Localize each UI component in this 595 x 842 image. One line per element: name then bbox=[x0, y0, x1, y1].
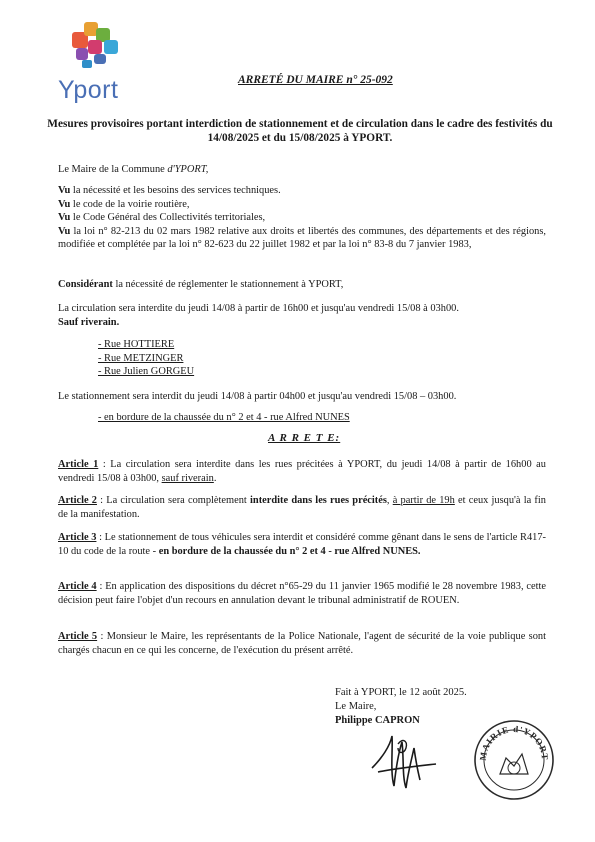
vu-keyword: Vu bbox=[58, 198, 71, 210]
vu-keyword: Vu bbox=[58, 225, 71, 237]
article-label: Article 2 bbox=[58, 495, 97, 506]
article-label: Article 4 bbox=[58, 581, 97, 592]
article-underline: à partir de 19h bbox=[392, 495, 455, 506]
article-end: . bbox=[213, 472, 217, 484]
street-list bbox=[98, 338, 194, 379]
article-1 bbox=[58, 458, 546, 485]
vu-keyword: Vu bbox=[58, 212, 71, 224]
signature-role: Le Maire, bbox=[335, 701, 377, 712]
decree-subtitle: Mesures provisoires portant interdiction de stationnement et de circulation dans le cadre des festivités du 14/08/2025 et du 15/08/2025 à YPORT. bbox=[47, 118, 553, 144]
article-bold: en bordure de la chaussée du n° 2 et 4 - rue Alfred NUNES. bbox=[158, 545, 421, 557]
vu-list bbox=[58, 184, 546, 252]
considerant-line bbox=[58, 278, 343, 292]
signature-place-date: Fait à YPORT, le 12 août 2025. bbox=[335, 687, 467, 698]
article-bold: interdite dans les rues précités bbox=[250, 495, 387, 506]
circulation-text: La circulation sera interdite du jeudi 14/08 à partir de 16h00 et jusqu'au vendredi 15/08 à 03h00. bbox=[58, 303, 459, 314]
intro-commune: d'YPORT, bbox=[167, 164, 209, 175]
stationnement-location: - en bordure de la chaussée du n° 2 et 4 - rue Alfred NUNES bbox=[98, 412, 350, 423]
mairie-stamp bbox=[472, 718, 556, 802]
article-text: et ceux jusqu'à la fin de la manifestation. bbox=[58, 495, 546, 520]
handwritten-signature bbox=[368, 728, 440, 790]
decree-title: ARRETÉ DU MAIRE n° 25-092 bbox=[238, 74, 393, 86]
vu-text: la nécessité et les besoins des services techniques. bbox=[70, 185, 281, 196]
vu-item bbox=[58, 211, 546, 225]
article-text: : En application des dispositions du décret n°65-29 du 11 janvier 1965 modifié le 28 novembre 1983, cette décision peut faire l'objet d'un recours en annulation devant le tribunal administratif de ROUEN. bbox=[58, 581, 546, 606]
street-item: - Rue METZINGER bbox=[98, 352, 184, 364]
intro-line bbox=[58, 163, 208, 177]
article-text: : La circulation sera complètement bbox=[96, 495, 251, 506]
vu-item bbox=[58, 184, 546, 198]
article-2 bbox=[58, 494, 546, 521]
circulation-paragraph bbox=[58, 302, 548, 329]
article-text: : Monsieur le Maire, les représentants de la Police Nationale, l'agent de sécurité de la voie publique sont chargés chacun en ce qui les concerne, de l'exécution du présent arrêté. bbox=[58, 631, 546, 656]
street-item: - Rue Julien GORGEU bbox=[98, 366, 195, 378]
street-item: - Rue HOTTIERE bbox=[98, 339, 175, 350]
article-text: : Le stationnement de tous véhicules sera interdit et considéré comme gênant dans le sens de l'article R417-10 du code de la route - bbox=[58, 532, 547, 557]
vu-text: le Code Général des Collectivités territoriales, bbox=[70, 212, 266, 224]
logo-mark-icon bbox=[58, 18, 138, 78]
stationnement-text: Le stationnement sera interdit du jeudi 14/08 à partir 04h00 et jusqu'au vendredi 15/08 – 03h00. bbox=[58, 391, 457, 402]
article-label: Article 5 bbox=[58, 631, 98, 642]
considerant-keyword: Considérant bbox=[58, 279, 113, 290]
article-4 bbox=[58, 580, 546, 607]
vu-item bbox=[58, 225, 546, 252]
arrete-heading: A R R E T E: bbox=[268, 432, 341, 444]
article-text: : La circulation sera interdite dans les rues précitées à YPORT, du jeudi 14/08 à partir de 16h00 au vendredi 15/08 à 03h00, bbox=[58, 459, 546, 484]
vu-text: le code de la voirie routière, bbox=[70, 198, 190, 210]
article-label: Article 1 bbox=[58, 459, 99, 470]
signature-block bbox=[335, 686, 467, 728]
vu-item bbox=[58, 198, 546, 212]
yport-logo bbox=[58, 18, 138, 104]
article-5 bbox=[58, 630, 546, 657]
intro-prefix: Le Maire de la Commune bbox=[58, 164, 168, 175]
article-label: Article 3 bbox=[58, 532, 97, 543]
article-text: , bbox=[386, 495, 393, 506]
stamp-text: MAIRIE d'YPORT bbox=[477, 723, 551, 762]
vu-keyword: Vu bbox=[58, 185, 71, 196]
logo-text: Yport bbox=[58, 76, 119, 104]
article-tail: sauf riverain bbox=[161, 472, 214, 484]
vu-text: la loi n° 82-213 du 02 mars 1982 relative aux droits et libertés des communes, des départements et des régions, modifiée et complétée par la loi n° 82-623 du 22 juillet 1982 et par la loi n° 83-8 du 7 janvier 1983, bbox=[58, 225, 546, 251]
signature-name: Philippe CAPRON bbox=[335, 715, 420, 726]
article-3 bbox=[58, 531, 546, 558]
considerant-text: la nécessité de réglementer le stationnement à YPORT, bbox=[112, 279, 344, 290]
circulation-exception: Sauf riverain. bbox=[58, 316, 120, 328]
